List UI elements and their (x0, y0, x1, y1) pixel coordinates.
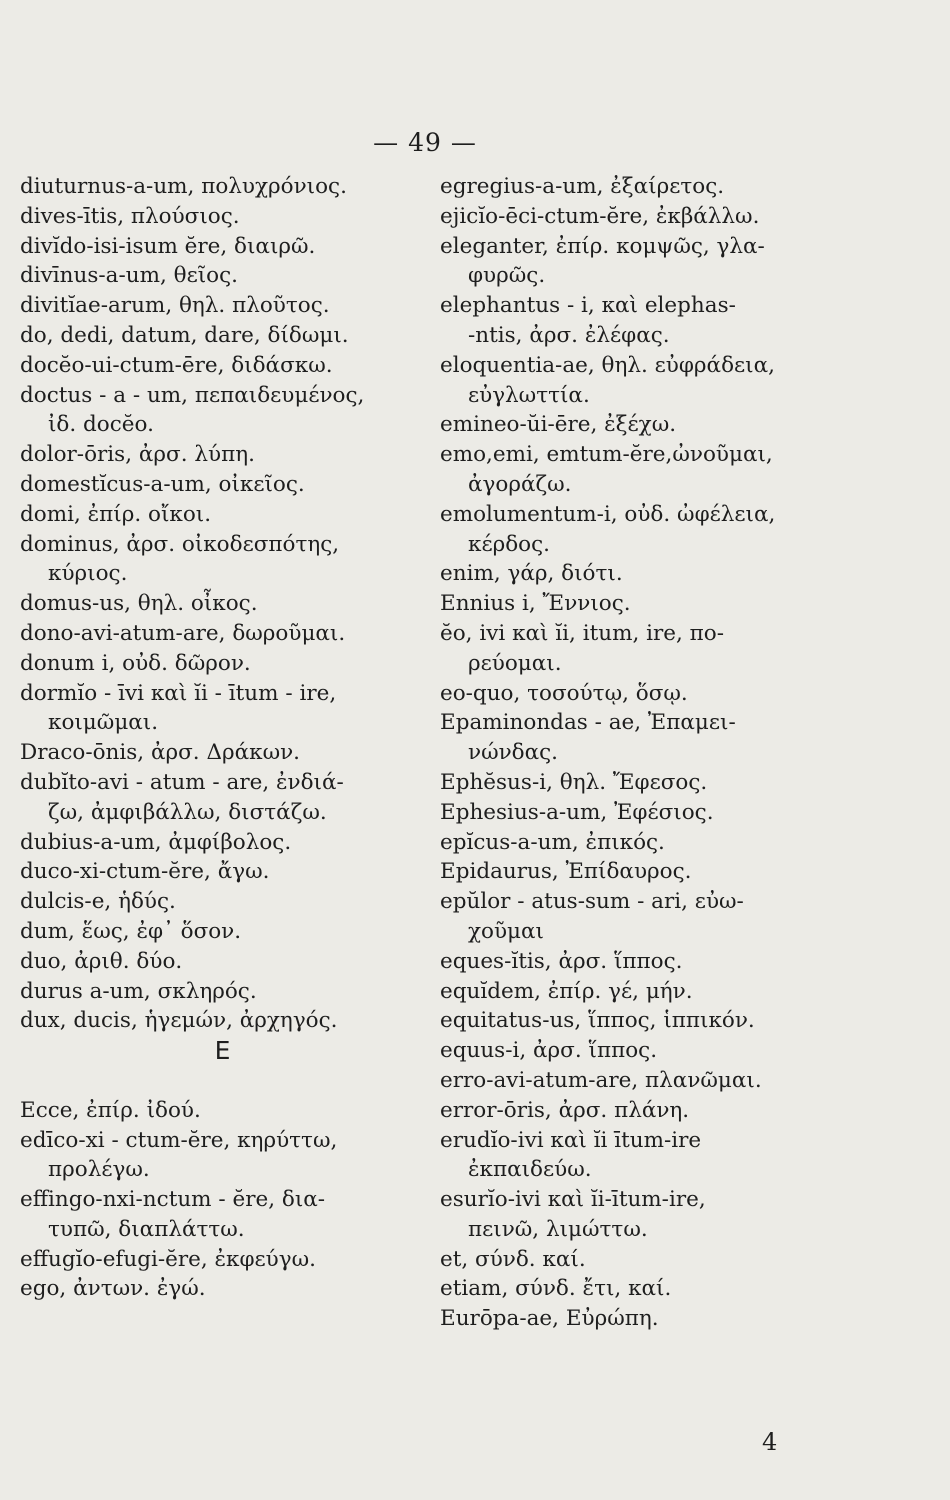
dictionary-line: dono-avi-atum-are, δωροῦμαι. (20, 620, 346, 646)
dictionary-line: doctus - a - um, πεπαιδευμένος, (20, 382, 365, 408)
dictionary-line: Draco-ōnis, ἀρσ. Δράκων. (20, 740, 301, 766)
dictionary-line: equus-i, ἀρσ. ἵππος. (440, 1038, 658, 1064)
dictionary-line (20, 1066, 425, 1096)
dictionary-line: ego, ἀντων. ἐγώ. (20, 1276, 206, 1302)
dictionary-line: εὐγλωττία. (468, 382, 590, 408)
page-number: — 49 — (373, 128, 477, 157)
dictionary-line: emolumentum-i, οὐδ. ὠφέλεια, (440, 501, 776, 527)
dictionary-line: dormĭo - īvi καὶ ĭi - ītum - ire, (20, 680, 337, 706)
dictionary-line: enim, γάρ, διότι. (440, 561, 623, 587)
dictionary-line: etiam, σύνδ. ἔτι, καί. (440, 1276, 672, 1302)
dictionary-line: ἰδ. docĕo. (48, 412, 154, 438)
dictionary-line: Ephesius-a-um, Ἐφέσιος. (440, 799, 714, 825)
dictionary-line: divitĭae-arum, θηλ. πλοῦτος. (20, 293, 330, 319)
dictionary-line: eleganter, ἐπίρ. κομψῶς, γλα- (440, 233, 765, 259)
dictionary-line: Ennius i, Ἔννιος. (440, 591, 631, 617)
dictionary-line: Ecce, ἐπίρ. ἰδού. (20, 1097, 201, 1123)
dictionary-line: κύριος. (48, 561, 128, 587)
dictionary-line: eo-quo, τοσούτῳ, ὅσῳ. (440, 680, 688, 706)
dictionary-line: error-ōris, ἀρσ. πλάνη. (440, 1097, 690, 1123)
dictionary-line: eloquentia-ae, θηλ. εὐφράδεια, (440, 352, 775, 378)
dictionary-line: ζω, ἀμφιβάλλω, διστάζω. (48, 799, 327, 825)
dictionary-line: et, σύνδ. καί. (440, 1246, 586, 1272)
dictionary-line: domus-us, θηλ. οἶκος. (20, 591, 258, 617)
dictionary-line: φυρῶς. (468, 263, 546, 289)
dictionary-line: Epaminondas - ae, Ἐπαμει- (440, 710, 736, 736)
dictionary-line: προλέγω. (48, 1157, 150, 1183)
section-heading: E (214, 1036, 231, 1066)
dictionary-line: durus a-um, σκληρός. (20, 978, 257, 1004)
dictionary-line: emineo-ŭi-ēre, ἐξέχω. (440, 412, 677, 438)
dictionary-line: Eurōpa-ae, Εὐρώπη. (440, 1306, 659, 1332)
right-column (440, 172, 935, 1334)
dictionary-line: χοῦμαι (468, 918, 544, 944)
dictionary-line: Ephĕsus-i, θηλ. Ἔφεσος. (440, 769, 708, 795)
dictionary-line: Epidaurus, Ἐπίδαυρος. (440, 859, 692, 885)
dictionary-line: divīnus-a-um, θεῖος. (20, 263, 238, 289)
dictionary-line: -ntis, ἀρσ. ἐλέφας. (468, 322, 670, 348)
dictionary-line: erudĭo-ivi καὶ ĭi ītum-ire (440, 1127, 702, 1153)
dictionary-line: effugĭo-efugi-ĕre, ἐκφεύγω. (20, 1246, 316, 1272)
dictionary-line: docĕo-ui-ctum-ēre, διδάσκω. (20, 352, 333, 378)
dictionary-line: emo,emi, emtum-ĕre,ὠνοῦμαι, (440, 442, 773, 468)
dictionary-line: epĭcus-a-um, ἐπικός. (440, 829, 665, 855)
dictionary-line: κοιμῶμαι. (48, 710, 159, 736)
left-column (20, 172, 425, 1304)
dictionary-line: dux, ducis, ἡγεμών, ἀρχηγός. (20, 1008, 338, 1034)
dictionary-line: ĕo, ivi καὶ ĭi, itum, ire, πο- (440, 620, 725, 646)
signature-mark: 4 (762, 1428, 778, 1456)
dictionary-line: ἀγοράζω. (468, 471, 572, 497)
dictionary-line: duco-xi-ctum-ĕre, ἄγω. (20, 859, 270, 885)
dictionary-line: dives-ītis, πλούσιος. (20, 203, 240, 229)
dictionary-line: dubĭto-avi - atum - are, ἐνδιά- (20, 769, 344, 795)
dictionary-line: erro-avi-atum-are, πλανῶμαι. (440, 1067, 762, 1093)
dictionary-line: πεινῶ, λιμώττω. (468, 1216, 648, 1242)
dictionary-line: dolor-ōris, ἀρσ. λύπη. (20, 442, 255, 468)
dictionary-line: ρεύομαι. (468, 650, 562, 676)
dictionary-line: duo, ἀριθ. δύο. (20, 948, 183, 974)
dictionary-line: τυπῶ, διαπλάττω. (48, 1216, 245, 1242)
dictionary-line: dominus, ἀρσ. οἰκοδεσπότης, (20, 531, 340, 557)
dictionary-line: donum i, οὐδ. δῶρον. (20, 650, 251, 676)
dictionary-line: do, dedi, datum, dare, δίδωμι. (20, 322, 349, 348)
dictionary-line: ejicĭo-ēci-ctum-ĕre, ἐκβάλλω. (440, 203, 760, 229)
dictionary-line: dum, ἕως, ἐφ᾽ ὅσον. (20, 918, 242, 944)
dictionary-line: diuturnus-a-um, πολυχρόνιος. (20, 174, 347, 199)
dictionary-line: νώνδας. (468, 740, 559, 766)
dictionary-line: egregius-a-um, ἐξαίρετος. (440, 174, 725, 199)
dictionary-line: eques-ĭtis, ἀρσ. ἵππος. (440, 948, 683, 974)
dictionary-line: domi, ἐπίρ. οἴκοι. (20, 501, 212, 527)
dictionary-line: edīco-xi - ctum-ĕre, κηρύττω, (20, 1127, 338, 1153)
dictionary-line: domestĭcus-a-um, οἰκεῖος. (20, 471, 305, 497)
dictionary-line: epŭlor - atus-sum - ari, εὐω- (440, 889, 744, 915)
dictionary-line: equitatus-us, ἵππος, ἱππικόν. (440, 1008, 755, 1034)
dictionary-line: elephantus - i, καὶ elephas- (440, 293, 736, 319)
dictionary-line: dubius-a-um, ἀμφίβολος. (20, 829, 292, 855)
dictionary-line: divĭdo-isi-isum ĕre, διαιρῶ. (20, 233, 316, 259)
dictionary-line: ἐκπαιδεύω. (468, 1157, 592, 1183)
dictionary-line: equĭdem, ἐπίρ. γέ, μήν. (440, 978, 693, 1004)
dictionary-line: esurĭo-ivi καὶ ĭi-ītum-ire, (440, 1187, 706, 1213)
dictionary-line: effingo-nxi-nctum - ĕre, δια- (20, 1187, 326, 1213)
dictionary-line: dulcis-e, ἡδύς. (20, 889, 176, 915)
dictionary-line: κέρδος. (468, 531, 550, 557)
